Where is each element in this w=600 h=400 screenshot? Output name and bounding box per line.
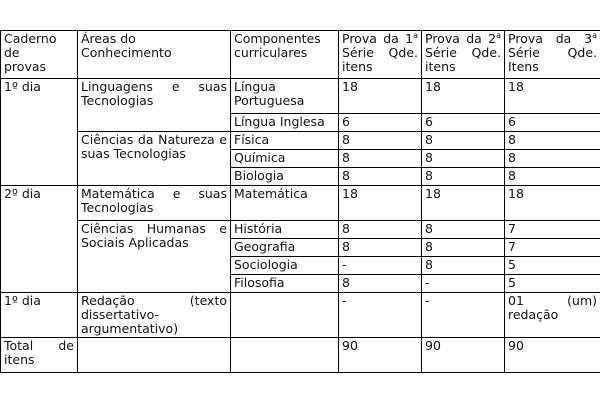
header-areas-cell: Áreas do Conhecimento <box>78 31 231 79</box>
total-row <box>1 338 600 373</box>
exam-items-table <box>0 30 600 373</box>
value-cell: - <box>339 257 422 275</box>
value-cell: 8 <box>505 132 600 150</box>
area-cell: Redação (texto dissertativo- argumentativo) <box>78 293 231 338</box>
component-cell: Língua Portuguesa <box>231 79 339 114</box>
header-caderno-cell: Caderno de provas <box>1 31 78 79</box>
area-cell: Matemática e suas Tecnologias <box>78 186 231 221</box>
component-cell: História <box>231 221 339 239</box>
value-cell: 6 <box>339 114 422 132</box>
value-cell: 01 (um) redação <box>505 293 600 338</box>
day-cell: 1º dia <box>1 79 78 186</box>
value-cell: 8 <box>339 275 422 293</box>
header-prova-3-cell: Prova da 3$^a$ Série Qde. Itens <box>505 31 600 79</box>
area-cell: Ciências da Natureza e suas Tecnologias <box>78 132 231 186</box>
table-row <box>1 221 600 239</box>
value-cell: 18 <box>422 79 505 114</box>
value-cell: - <box>339 293 422 338</box>
value-cell: 18 <box>339 79 422 114</box>
total-label-cell: Total de itens <box>1 338 78 373</box>
total-value-cell: 90 <box>505 338 600 373</box>
component-cell: Matemática <box>231 186 339 221</box>
day-cell: 2º dia <box>1 186 78 293</box>
area-cell: Linguagens e suas Tecnologias <box>78 79 231 132</box>
empty-cell <box>78 338 231 373</box>
value-cell: 8 <box>339 239 422 257</box>
table-row <box>1 132 600 150</box>
table-row <box>1 186 600 221</box>
document-page <box>0 30 600 373</box>
value-cell: 8 <box>339 221 422 239</box>
value-cell: - <box>422 293 505 338</box>
component-cell: Sociologia <box>231 257 339 275</box>
value-cell: - <box>422 275 505 293</box>
value-cell: 8 <box>505 150 600 168</box>
value-cell: 18 <box>339 186 422 221</box>
value-cell: 6 <box>422 114 505 132</box>
value-cell: 18 <box>505 79 600 114</box>
value-cell: 8 <box>422 239 505 257</box>
value-cell: 7 <box>505 221 600 239</box>
component-cell: Química <box>231 150 339 168</box>
component-cell: Língua Inglesa <box>231 114 339 132</box>
value-cell: 5 <box>505 257 600 275</box>
component-cell <box>231 293 339 338</box>
empty-cell <box>231 338 339 373</box>
value-cell: 8 <box>422 150 505 168</box>
value-cell: 8 <box>422 168 505 186</box>
area-cell: Ciências Humanas e Sociais Aplicadas <box>78 221 231 293</box>
value-cell: 8 <box>422 257 505 275</box>
value-cell: 8 <box>422 132 505 150</box>
value-cell: 18 <box>505 186 600 221</box>
value-cell: 5 <box>505 275 600 293</box>
value-cell: 8 <box>339 168 422 186</box>
header-prova-1-cell: Prova da 1$^a$ Série Qde. itens <box>339 31 422 79</box>
value-cell: 8 <box>339 132 422 150</box>
value-cell: 8 <box>422 221 505 239</box>
table-row <box>1 293 600 338</box>
table-row <box>1 79 600 114</box>
value-cell: 6 <box>505 114 600 132</box>
component-cell: Física <box>231 132 339 150</box>
value-cell: 8 <box>339 150 422 168</box>
value-cell: 7 <box>505 239 600 257</box>
value-cell: 18 <box>422 186 505 221</box>
total-value-cell: 90 <box>422 338 505 373</box>
total-value-cell: 90 <box>339 338 422 373</box>
table-header-row <box>1 31 600 79</box>
component-cell: Biologia <box>231 168 339 186</box>
component-cell: Filosofia <box>231 275 339 293</box>
value-cell: 8 <box>505 168 600 186</box>
header-prova-2-cell: Prova da 2$^a$ Série Qde. itens <box>422 31 505 79</box>
header-componentes-cell: Componentes curriculares <box>231 31 339 79</box>
day-cell: 1º dia <box>1 293 78 338</box>
component-cell: Geografia <box>231 239 339 257</box>
